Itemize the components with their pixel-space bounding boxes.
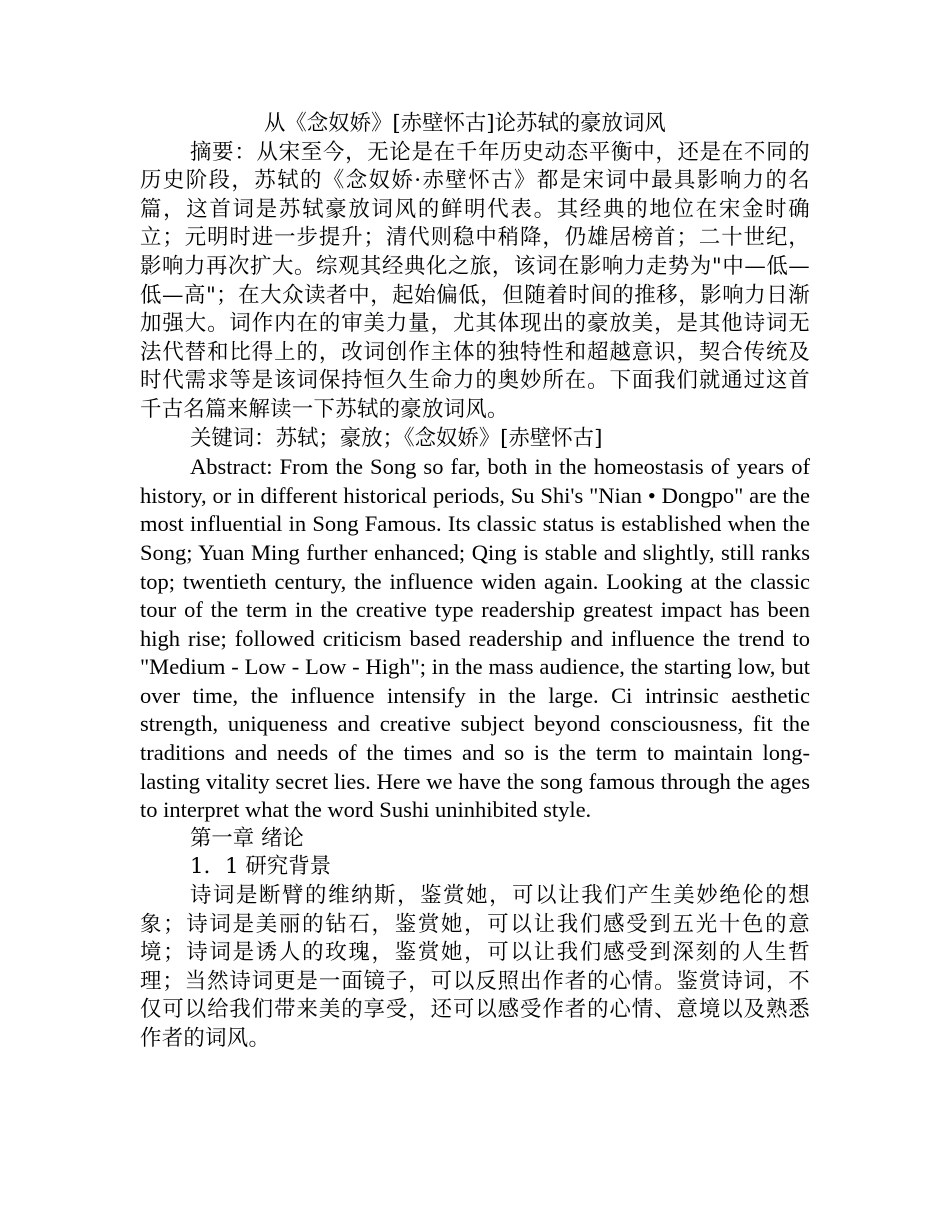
section-heading: 1．1 研究背景 xyxy=(190,854,331,880)
keywords-line: 关键词：苏轼；豪放；《念奴娇》[赤壁怀古] xyxy=(190,425,603,451)
document-title: 从《念奴娇》[赤壁怀古]论苏轼的豪放词风 xyxy=(264,111,666,136)
body-paragraph: 诗词是断臂的维纳斯，鉴赏她，可以让我们产生美妙绝伦的想象；诗词是美丽的钻石，鉴赏她，可以让我们感受到五光十色的意境；诗词是诱人的玫瑰，鉴赏她，可以让我们感受到深刻的人生哲理；当然诗词更是一面镜子，可以反照出作者的心情。鉴赏诗词，不仅可以给我们带来美的享受，还可以感受作者的心情、意境以及熟悉作者的词风。 xyxy=(140,883,810,1051)
chapter-heading: 第一章 绪论 xyxy=(190,825,304,851)
abstract-chinese: 摘要：从宋至今，无论是在千年历史动态平衡中，还是在不同的历史阶段，苏轼的《念奴娇·赤壁怀古》都是宋词中最具影响力的名篇，这首词是苏轼豪放词风的鲜明代表。其经典的地位在宋金时确立；元明时进一步提升；清代则稳中稍降，仍雄居榜首；二十世纪，影响力再次扩大。综观其经典化之旅，该词在影响力走势为"中—低—低—高"；在大众读者中，起始偏低，但随着时间的推移，影响力日渐加强大。词作内在的审美力量，尤其体现出的豪放美，是其他诗词无法代替和比得上的，改词创作主体的独特性和超越意识，契合传统及时代需求等是该词保持恒久生命力的奥妙所在。下面我们就通过这首千古名篇来解读一下苏轼的豪放词风。 xyxy=(140,139,810,422)
document-page xyxy=(140,110,810,1054)
abstract-english: Abstract: From the Song so far, both in the homeostasis of years of history, or in different historical periods, Su Shi's "Nian • Dongpo" are the most influential in Song Famous. Its classic status is established when the Song; Yuan Ming further enhanced; Qing is stable and slightly, still ranks top; twentieth century, the influence widen again. Looking at the classic tour of the term in the creative type readership greatest impact has been high rise; followed criticism based readership and influence the trend to "Medium - Low - Low - High"; in the mass audience, the starting low, but over time, the influence intensify in the large. Ci intrinsic aesthetic strength, uniqueness and creative subject beyond consciousness, fit the traditions and needs of the times and so is the term to maintain long-lasting vitality secret lies. Here we have the song famous through the ages to interpret what the word Sushi uninhibited style. xyxy=(140,454,810,823)
